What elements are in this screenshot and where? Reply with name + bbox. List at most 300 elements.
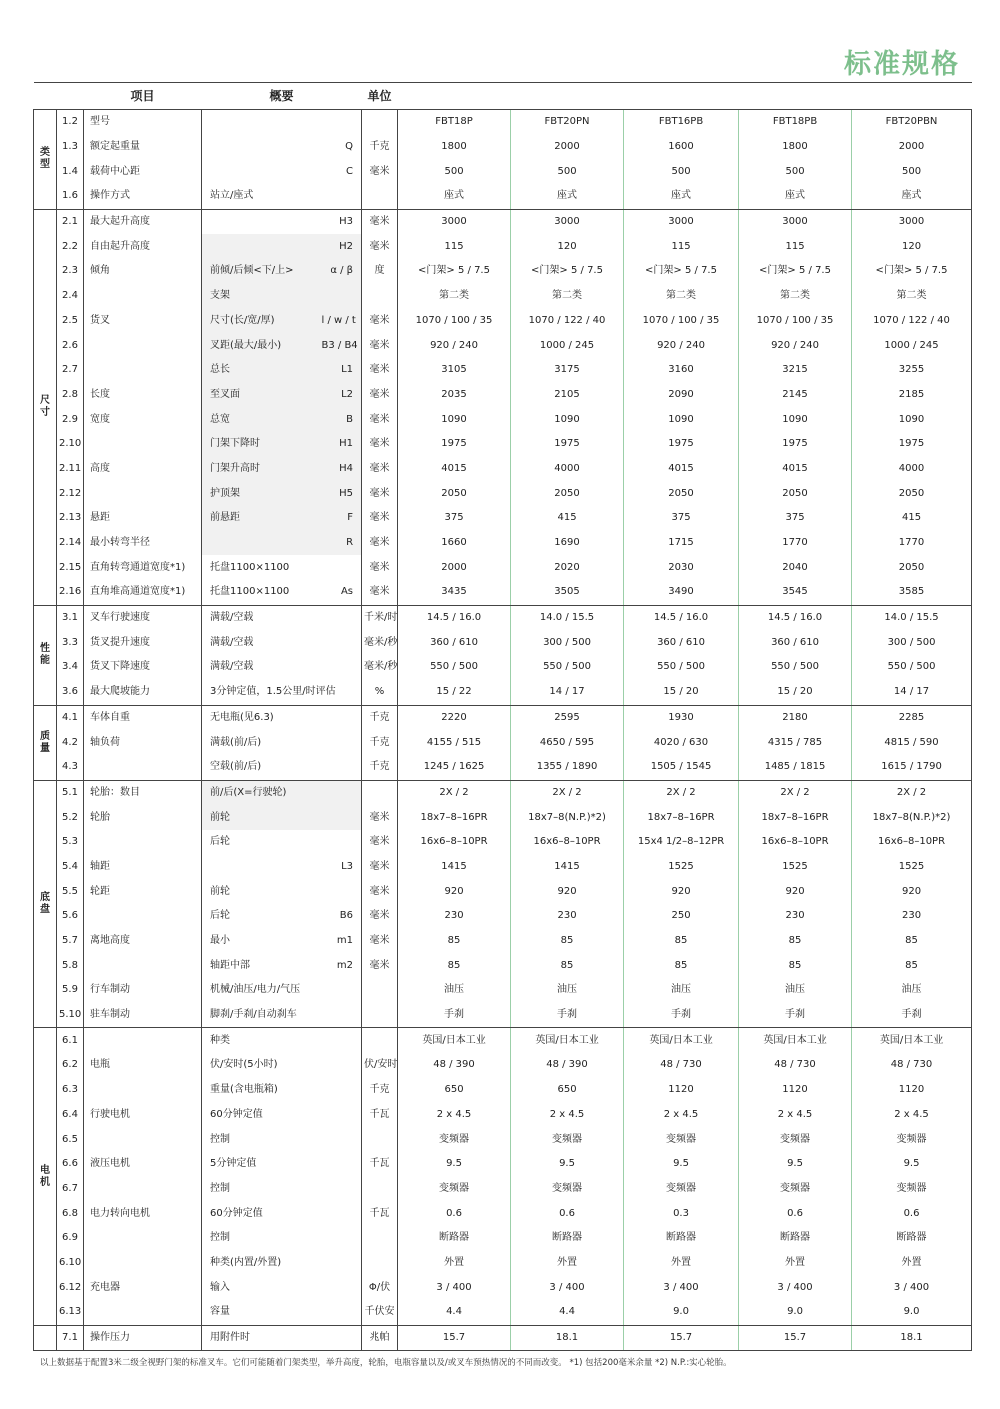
header-row [34, 83, 972, 110]
symbol [320, 630, 362, 655]
item-name [84, 1127, 202, 1152]
header-item: 项目 [84, 83, 202, 110]
symbol: H5 [320, 481, 362, 506]
item-name: 长度 [84, 383, 202, 408]
value-cell: 9.5 [511, 1152, 624, 1177]
value-cell: 1070 / 100 / 35 [739, 309, 852, 334]
value-cell: 1070 / 122 / 40 [511, 309, 624, 334]
value-cell: 座式 [624, 184, 739, 209]
symbol [320, 1127, 362, 1152]
value-cell: 变频器 [624, 1177, 739, 1202]
item-name: 悬距 [84, 506, 202, 531]
symbol [320, 730, 362, 755]
value-cell: 1975 [398, 432, 511, 457]
value-cell: 2020 [511, 555, 624, 580]
value-cell: 断路器 [624, 1226, 739, 1251]
item-name: 自由起升高度 [84, 234, 202, 259]
spec-row [34, 457, 972, 482]
unit [362, 1251, 398, 1276]
value-cell: 1000 / 245 [852, 333, 972, 358]
item-name: 电力转向电机 [84, 1201, 202, 1226]
summary-text: 3分钟定值，1.5公里/时评估 [202, 680, 320, 705]
row-number: 5.10 [57, 1003, 84, 1028]
value-cell: 1975 [624, 432, 739, 457]
value-cell: 2040 [739, 555, 852, 580]
category-label: 质量 [34, 705, 57, 780]
category-label: 底盘 [34, 780, 57, 1028]
row-number: 2.15 [57, 555, 84, 580]
unit: 毫米 [362, 855, 398, 880]
spec-row [34, 730, 972, 755]
spec-row [34, 630, 972, 655]
spec-row [34, 110, 972, 135]
value-cell: 油压 [511, 978, 624, 1003]
item-name: 液压电机 [84, 1152, 202, 1177]
row-number: 6.13 [57, 1300, 84, 1325]
value-cell: 2220 [398, 705, 511, 730]
value-cell: 1120 [852, 1078, 972, 1103]
value-cell: 3 / 400 [739, 1275, 852, 1300]
value-cell: 1090 [398, 407, 511, 432]
symbol [320, 1201, 362, 1226]
summary-text: 托盘1100×1100 [210, 561, 290, 573]
value-cell: 4000 [852, 457, 972, 482]
value-cell: 油压 [624, 978, 739, 1003]
value-cell: 18x7–8(N.P.)*2) [511, 805, 624, 830]
symbol: As [320, 580, 362, 605]
summary-text [202, 110, 320, 135]
value-cell: 85 [398, 953, 511, 978]
spec-row [34, 481, 972, 506]
unit: 千瓦 [362, 1103, 398, 1128]
value-cell: 3 / 400 [511, 1275, 624, 1300]
item-name: 载荷中心距 [84, 159, 202, 184]
header-model-col [511, 83, 624, 110]
value-cell: 1070 / 100 / 35 [398, 309, 511, 334]
unit: Φ/伏 [362, 1275, 398, 1300]
header-model-col [739, 83, 852, 110]
spec-row [34, 407, 972, 432]
value-cell: 2050 [624, 481, 739, 506]
value-cell: 115 [624, 234, 739, 259]
unit [362, 1127, 398, 1152]
symbol [320, 110, 362, 135]
value-cell: 1770 [739, 531, 852, 556]
value-cell: 18x7–8(N.P.)*2) [852, 805, 972, 830]
value-cell: 18x7–8–16PR [398, 805, 511, 830]
value-cell: 3215 [739, 358, 852, 383]
value-cell: 座式 [739, 184, 852, 209]
value-cell: 外置 [739, 1251, 852, 1276]
value-cell: 第二类 [852, 284, 972, 309]
value-cell: 16x6–8–10PR [852, 830, 972, 855]
summary-text: 输入 [210, 1281, 230, 1293]
row-number: 3.1 [57, 605, 84, 630]
value-cell: 300 / 500 [511, 630, 624, 655]
symbol [320, 1251, 362, 1276]
value-cell: 48 / 390 [511, 1053, 624, 1078]
category-label: 性能 [34, 605, 57, 705]
value-cell: 2X / 2 [511, 780, 624, 805]
symbol: H4 [320, 457, 362, 482]
item-name: 最小转弯半径 [84, 531, 202, 556]
value-cell: 9.0 [624, 1300, 739, 1325]
item-name [84, 481, 202, 506]
spec-row [34, 309, 972, 334]
value-cell: <门架> 5 / 7.5 [852, 259, 972, 284]
value-cell: 英国/日本工业 [398, 1028, 511, 1053]
summary-text: 5分钟定值 [210, 1158, 257, 1170]
value-cell: 变频器 [739, 1127, 852, 1152]
value-cell: 1120 [624, 1078, 739, 1103]
spec-row [34, 830, 972, 855]
value-cell: 3585 [852, 580, 972, 605]
value-cell: 3 / 400 [398, 1275, 511, 1300]
unit: 度 [362, 259, 398, 284]
value-cell: 16x6–8–10PR [511, 830, 624, 855]
spec-row [34, 680, 972, 705]
unit: 毫米 [362, 805, 398, 830]
value-cell: 手刹 [624, 1003, 739, 1028]
value-cell: 1800 [739, 135, 852, 160]
spec-row [34, 184, 972, 209]
value-cell: 3000 [511, 209, 624, 234]
value-cell: 英国/日本工业 [511, 1028, 624, 1053]
value-cell: 550 / 500 [511, 655, 624, 680]
summary-text: 满载/空载 [210, 661, 254, 673]
category-label: 类型 [34, 110, 57, 210]
category-label [34, 1325, 57, 1351]
header-unit: 单位 [362, 83, 398, 110]
symbol [320, 879, 362, 904]
row-number: 5.3 [57, 830, 84, 855]
spec-row [34, 855, 972, 880]
value-cell: 2050 [852, 555, 972, 580]
value-cell: 油压 [398, 978, 511, 1003]
summary-text: 无电瓶(见6.3) [210, 711, 274, 723]
spec-row [34, 1103, 972, 1128]
symbol: l / w / t [320, 309, 362, 334]
item-name: 倾角 [84, 259, 202, 284]
spec-row [34, 531, 972, 556]
symbol [320, 1152, 362, 1177]
value-cell: <门架> 5 / 7.5 [624, 259, 739, 284]
summary-text: 前/后(X=行驶轮) [202, 780, 320, 805]
value-cell: 1090 [511, 407, 624, 432]
value-cell: 2000 [398, 555, 511, 580]
value-cell: 230 [398, 904, 511, 929]
summary-text: 至叉面 [202, 383, 320, 408]
value-cell: 85 [511, 929, 624, 954]
summary-text [202, 159, 320, 184]
value-cell: 360 / 610 [398, 630, 511, 655]
value-cell: 2X / 2 [624, 780, 739, 805]
value-cell: 85 [739, 953, 852, 978]
item-name: 直角堆高通道宽度*1) [84, 580, 202, 605]
item-name: 货叉 [84, 309, 202, 334]
value-cell: 920 [624, 879, 739, 904]
value-cell: 第二类 [511, 284, 624, 309]
summary-text: 种类 [210, 1034, 230, 1046]
value-cell: 48 / 730 [739, 1053, 852, 1078]
row-number: 6.7 [57, 1177, 84, 1202]
row-number: 2.7 [57, 358, 84, 383]
unit: 毫米 [362, 506, 398, 531]
value-cell: 15.7 [398, 1325, 511, 1351]
value-cell: 1090 [624, 407, 739, 432]
row-number: 2.16 [57, 580, 84, 605]
value-cell: 650 [511, 1078, 624, 1103]
unit: 毫米 [362, 457, 398, 482]
summary-text: 前悬距 [202, 506, 320, 531]
value-cell: 550 / 500 [624, 655, 739, 680]
value-cell: 手刹 [852, 1003, 972, 1028]
summary-text: 伏/安时(5小时) [210, 1059, 278, 1071]
symbol [320, 978, 362, 1003]
value-cell: 2145 [739, 383, 852, 408]
row-number: 2.12 [57, 481, 84, 506]
value-cell: 变频器 [739, 1177, 852, 1202]
value-cell: 4000 [511, 457, 624, 482]
value-cell: 1525 [624, 855, 739, 880]
value-cell: 1505 / 1545 [624, 755, 739, 780]
value-cell: 2050 [398, 481, 511, 506]
spec-row [34, 879, 972, 904]
symbol [320, 805, 362, 830]
value-cell: 外置 [398, 1251, 511, 1276]
spec-row [34, 159, 972, 184]
value-cell: 9.5 [852, 1152, 972, 1177]
item-name: 电瓶 [84, 1053, 202, 1078]
value-cell: 85 [398, 929, 511, 954]
value-cell: 115 [739, 234, 852, 259]
unit: 千克 [362, 1078, 398, 1103]
unit: 千瓦 [362, 1152, 398, 1177]
item-name [84, 1177, 202, 1202]
row-number: 5.1 [57, 780, 84, 805]
value-cell: 1485 / 1815 [739, 755, 852, 780]
page-title: 标准规格 [844, 49, 960, 80]
value-cell: 油压 [852, 978, 972, 1003]
value-cell: 手刹 [511, 1003, 624, 1028]
value-cell: 9.0 [852, 1300, 972, 1325]
value-cell: 15 / 20 [624, 680, 739, 705]
spec-row [34, 1003, 972, 1028]
summary-text: 轴距中部 [210, 959, 250, 971]
summary-text [202, 531, 320, 556]
symbol: B3 / B4 [320, 333, 362, 358]
spec-row [34, 1053, 972, 1078]
symbol [320, 755, 362, 780]
value-cell: 1355 / 1890 [511, 755, 624, 780]
value-cell: 4315 / 785 [739, 730, 852, 755]
unit [362, 978, 398, 1003]
value-cell: 外置 [624, 1251, 739, 1276]
symbol [320, 1078, 362, 1103]
summary-text: 种类(内置/外置) [210, 1256, 282, 1268]
symbol [320, 184, 362, 209]
value-cell: 4015 [739, 457, 852, 482]
header-blank [34, 83, 84, 110]
summary-text: 控制 [210, 1133, 230, 1145]
value-cell: 英国/日本工业 [852, 1028, 972, 1053]
row-number: 2.8 [57, 383, 84, 408]
symbol [320, 1300, 362, 1325]
value-cell: 1090 [739, 407, 852, 432]
item-name [84, 358, 202, 383]
value-cell: 360 / 610 [624, 630, 739, 655]
summary-text: 门架升高时 [202, 457, 320, 482]
unit [362, 780, 398, 805]
value-cell: 14.0 / 15.5 [852, 605, 972, 630]
symbol [320, 1028, 362, 1053]
symbol: H2 [320, 234, 362, 259]
spec-row [34, 1078, 972, 1103]
value-cell: 2 x 4.5 [624, 1103, 739, 1128]
value-cell: 2050 [739, 481, 852, 506]
value-cell: 1600 [624, 135, 739, 160]
value-cell: <门架> 5 / 7.5 [511, 259, 624, 284]
spec-row [34, 978, 972, 1003]
summary-text: 前轮 [202, 805, 320, 830]
symbol [320, 284, 362, 309]
value-cell: 2185 [852, 383, 972, 408]
item-name [84, 953, 202, 978]
value-cell: 18.1 [511, 1325, 624, 1351]
symbol: B6 [320, 904, 362, 929]
value-cell: 英国/日本工业 [739, 1028, 852, 1053]
item-name: 车体自重 [84, 705, 202, 730]
summary-text: 脚刹/手刹/自动刹车 [202, 1003, 320, 1028]
item-name: 行车制动 [84, 978, 202, 1003]
unit: 毫米 [362, 830, 398, 855]
spec-row [34, 432, 972, 457]
symbol: B [320, 407, 362, 432]
unit: 毫米 [362, 383, 398, 408]
value-cell: 3160 [624, 358, 739, 383]
item-name: 宽度 [84, 407, 202, 432]
unit: 兆帕 [362, 1325, 398, 1351]
unit: 毫米 [362, 432, 398, 457]
value-cell: 第二类 [624, 284, 739, 309]
value-cell: 375 [624, 506, 739, 531]
row-number: 1.3 [57, 135, 84, 160]
value-cell: 2000 [511, 135, 624, 160]
summary-text: 空载(前/后) [202, 755, 320, 780]
value-cell: 2X / 2 [852, 780, 972, 805]
item-name [84, 1028, 202, 1053]
row-number: 2.5 [57, 309, 84, 334]
spec-row [34, 1177, 972, 1202]
value-cell: 1690 [511, 531, 624, 556]
item-name: 驻车制动 [84, 1003, 202, 1028]
value-cell: 断路器 [398, 1226, 511, 1251]
value-cell: 4.4 [511, 1300, 624, 1325]
row-number: 5.8 [57, 953, 84, 978]
value-cell: 4020 / 630 [624, 730, 739, 755]
value-cell: 15.7 [624, 1325, 739, 1351]
unit: 毫米 [362, 481, 398, 506]
value-cell: 9.0 [739, 1300, 852, 1325]
value-cell: 18x7–8–16PR [624, 805, 739, 830]
row-number: 5.5 [57, 879, 84, 904]
symbol: α / β [320, 259, 362, 284]
summary-text: 容量 [202, 1300, 320, 1325]
row-number: 2.14 [57, 531, 84, 556]
value-cell: 手刹 [398, 1003, 511, 1028]
value-cell: 14.5 / 16.0 [739, 605, 852, 630]
row-number: 3.3 [57, 630, 84, 655]
value-cell: 2 x 4.5 [852, 1103, 972, 1128]
spec-row [34, 383, 972, 408]
row-number: 6.4 [57, 1103, 84, 1128]
unit: 毫米 [362, 580, 398, 605]
spec-row [34, 705, 972, 730]
summary-text: 最小 [210, 935, 230, 947]
row-number: 2.2 [57, 234, 84, 259]
item-name [84, 284, 202, 309]
value-cell: 外置 [511, 1251, 624, 1276]
summary-text: 后轮 [210, 836, 230, 848]
unit: 伏/安时 [362, 1053, 398, 1078]
summary-text: 前倾/后倾<下/上> [202, 259, 320, 284]
row-number: 6.1 [57, 1028, 84, 1053]
value-cell: 1770 [852, 531, 972, 556]
row-number: 4.1 [57, 705, 84, 730]
value-cell: 0.6 [739, 1201, 852, 1226]
row-number: 6.12 [57, 1275, 84, 1300]
unit: 毫米 [362, 209, 398, 234]
summary-text [202, 135, 320, 160]
value-cell: 1525 [852, 855, 972, 880]
value-cell: 18x7–8–16PR [739, 805, 852, 830]
unit [362, 1028, 398, 1053]
value-cell: 2 x 4.5 [739, 1103, 852, 1128]
spec-row [34, 209, 972, 234]
item-name: 轴距 [84, 855, 202, 880]
symbol [320, 780, 362, 805]
summary-text: 叉距(最大/最小) [202, 333, 320, 358]
value-cell: 85 [624, 929, 739, 954]
row-number: 2.1 [57, 209, 84, 234]
symbol [320, 1325, 362, 1351]
symbol [320, 605, 362, 630]
value-cell: 座式 [511, 184, 624, 209]
item-name: 操作压力 [84, 1325, 202, 1351]
value-cell: 550 / 500 [739, 655, 852, 680]
value-cell: 1975 [739, 432, 852, 457]
summary-text: 站立/座式 [202, 184, 320, 209]
item-name [84, 830, 202, 855]
value-cell: 2050 [511, 481, 624, 506]
unit: 毫米 [362, 904, 398, 929]
unit: 毫米 [362, 309, 398, 334]
summary-text: 后轮 [210, 910, 230, 922]
value-cell: 变频器 [398, 1177, 511, 1202]
unit: 千克 [362, 755, 398, 780]
unit [362, 110, 398, 135]
unit: 千克 [362, 705, 398, 730]
item-name: 高度 [84, 457, 202, 482]
value-cell: 第二类 [739, 284, 852, 309]
spec-row [34, 1127, 972, 1152]
summary-text: 用附件时 [202, 1325, 320, 1351]
item-name [84, 1251, 202, 1276]
row-number: 5.2 [57, 805, 84, 830]
value-cell: FBT20PBN [852, 110, 972, 135]
symbol: L1 [320, 358, 362, 383]
item-name: 轮胎 [84, 805, 202, 830]
